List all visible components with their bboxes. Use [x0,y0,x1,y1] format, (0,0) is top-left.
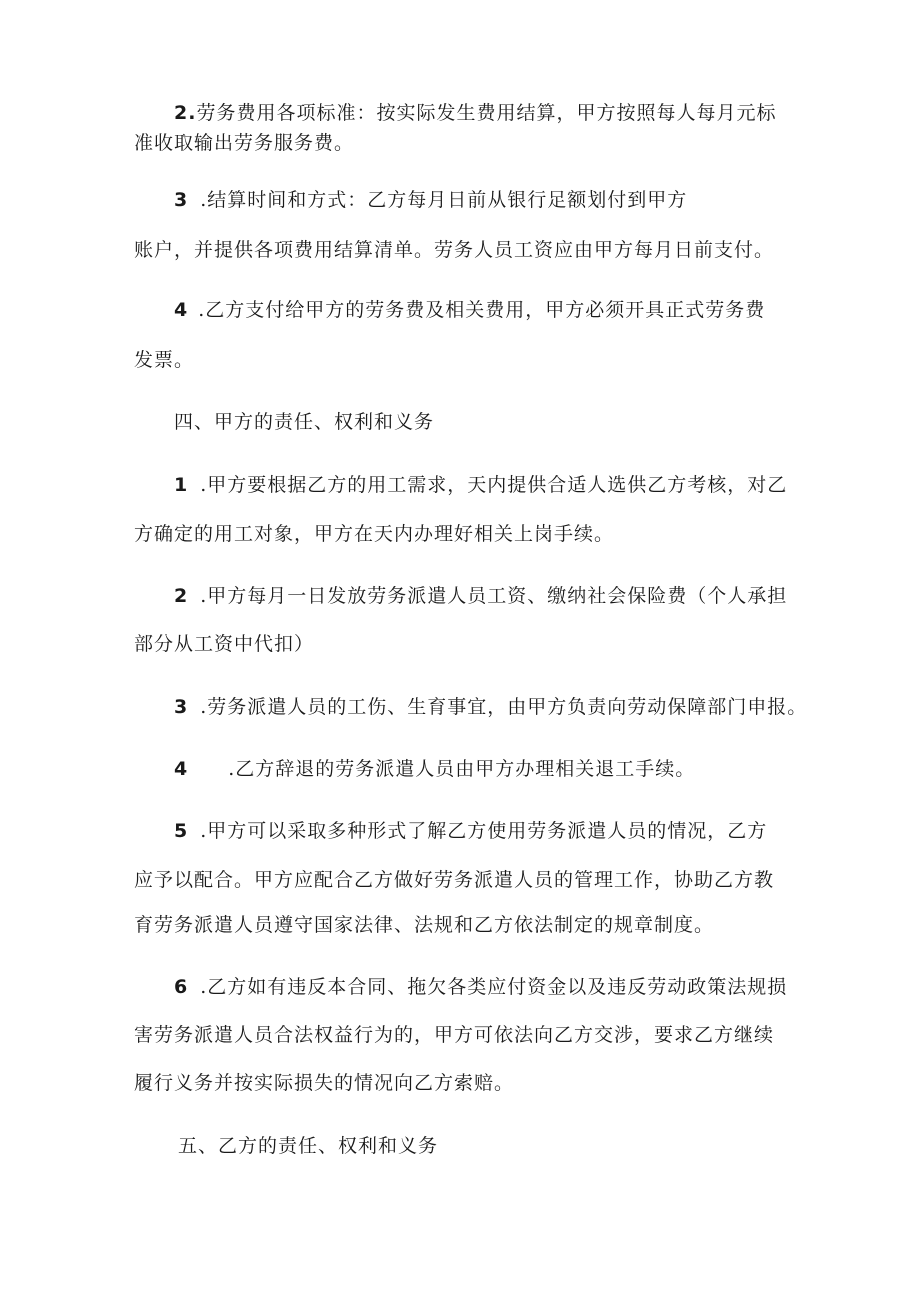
clause-text: 劳务费用各项标准：按实际发生费用结算，甲方按照每人每月元标 [196,102,777,124]
paragraph-line: 账户，并提供各项费用结算清单。劳务人员工资应由甲方每月日前支付。 [134,239,775,261]
paragraph-line [174,101,776,125]
clause-number: 6 [174,976,189,998]
paragraph-line: 准收取输出劳务服务费。 [134,132,355,154]
clause-text: .劳务派遣人员的工伤、生育事宜，由甲方负责向劳动保障部门申报。 [200,696,808,718]
paragraph-line [174,819,767,843]
clause-text: .甲方可以采取多种形式了解乙方使用劳务派遣人员的情况，乙方 [200,820,768,842]
section-heading: 五、乙方的责任、权利和义务 [178,1135,439,1157]
paragraph-line [174,584,787,608]
clause-number: 5 [174,820,189,842]
clause-number: 2 [174,585,189,607]
clause-number: 3 [174,696,189,718]
paragraph-line: 害劳务派遣人员合法权益行为的，甲方可依法向乙方交涉，要求乙方继续 [134,1024,775,1046]
paragraph-line: 发票。 [134,349,195,371]
clause-text: .乙方支付给甲方的劳务费及相关费用，甲方必须开具正式劳务费 [198,299,766,321]
paragraph-line: 部分从工资中代扣） [134,633,315,655]
clause-text: .甲方要根据乙方的用工需求，天内提供合适人选供乙方考核，对乙 [200,474,788,496]
clause-text: .结算时间和方式：乙方每月日前从银行足额划付到甲方 [200,189,688,211]
paragraph-line [174,757,695,781]
paragraph-line [174,298,765,322]
paragraph-line: 履行义务并按实际损失的情况向乙方索赔。 [134,1072,515,1094]
paragraph-line [174,473,787,497]
paragraph-line [174,188,687,212]
clause-text: .乙方如有违反本合同、拖欠各类应付资金以及违反劳动政策法规损 [200,976,788,998]
clause-number: 2. [174,102,197,124]
clause-number: 4 [174,758,189,780]
paragraph-line: 应予以配合。甲方应配合乙方做好劳务派遣人员的管理工作，协助乙方教 [134,869,775,891]
paragraph-line [174,695,807,719]
paragraph-line: 方确定的用工对象，甲方在天内办理好相关上岗手续。 [134,523,615,545]
paragraph-line [174,975,787,999]
clause-number: 3 [174,189,189,211]
clause-number: 4 [174,299,189,321]
clause-text: .乙方辞退的劳务派遣人员由甲方办理相关退工手续。 [228,758,696,780]
clause-text: .甲方每月一日发放劳务派遣人员工资、缴纳社会保险费（个人承担 [200,585,788,607]
clause-number: 1 [174,474,189,496]
paragraph-line: 育劳务派遣人员遵守国家法律、法规和乙方依法制定的规章制度。 [134,914,715,936]
section-heading: 四、甲方的责任、权利和义务 [174,411,435,433]
